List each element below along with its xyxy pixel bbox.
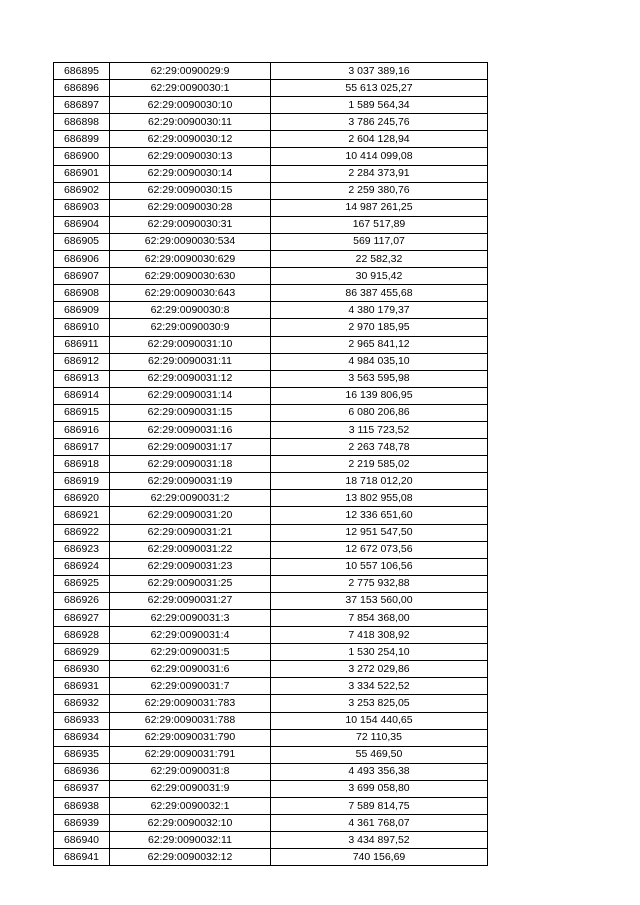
row-number-cell: 686921 xyxy=(54,507,110,524)
cadastral-number-cell: 62:29:0090032:1 xyxy=(110,798,271,815)
row-number-cell: 686914 xyxy=(54,387,110,404)
row-number-cell: 686899 xyxy=(54,131,110,148)
cadastral-value-cell: 37 153 560,00 xyxy=(271,592,488,609)
row-number-cell: 686920 xyxy=(54,490,110,507)
table-row xyxy=(54,268,488,285)
table-row xyxy=(54,439,488,456)
cadastral-value-cell: 740 156,69 xyxy=(271,849,488,866)
cadastral-value-cell: 2 259 380,76 xyxy=(271,182,488,199)
cadastral-number-cell: 62:29:0090030:11 xyxy=(110,114,271,131)
row-number-cell: 686915 xyxy=(54,404,110,421)
cadastral-value-cell: 7 589 814,75 xyxy=(271,798,488,815)
table-row xyxy=(54,370,488,387)
cadastral-value-cell: 10 154 440,65 xyxy=(271,712,488,729)
table-row xyxy=(54,216,488,233)
table-body xyxy=(54,63,488,866)
cadastral-number-cell: 62:29:0090031:12 xyxy=(110,370,271,387)
table-row xyxy=(54,97,488,114)
cadastral-value-cell: 22 582,32 xyxy=(271,251,488,268)
table-row xyxy=(54,199,488,216)
cadastral-value-cell: 55 613 025,27 xyxy=(271,80,488,97)
row-number-cell: 686909 xyxy=(54,302,110,319)
table-row xyxy=(54,729,488,746)
table-row xyxy=(54,233,488,250)
row-number-cell: 686940 xyxy=(54,832,110,849)
row-number-cell: 686896 xyxy=(54,80,110,97)
cadastral-number-cell: 62:29:0090030:13 xyxy=(110,148,271,165)
table-row xyxy=(54,165,488,182)
row-number-cell: 686927 xyxy=(54,610,110,627)
table-row xyxy=(54,353,488,370)
table-row xyxy=(54,678,488,695)
cadastral-number-cell: 62:29:0090031:788 xyxy=(110,712,271,729)
row-number-cell: 686917 xyxy=(54,439,110,456)
row-number-cell: 686910 xyxy=(54,319,110,336)
cadastral-value-cell: 10 414 099,08 xyxy=(271,148,488,165)
cadastral-value-cell: 10 557 106,56 xyxy=(271,558,488,575)
row-number-cell: 686902 xyxy=(54,182,110,199)
table-row xyxy=(54,592,488,609)
cadastral-value-cell: 55 469,50 xyxy=(271,746,488,763)
cadastral-number-cell: 62:29:0090030:10 xyxy=(110,97,271,114)
cadastral-value-cell: 30 915,42 xyxy=(271,268,488,285)
row-number-cell: 686929 xyxy=(54,644,110,661)
table-row xyxy=(54,627,488,644)
table-row xyxy=(54,575,488,592)
table-row xyxy=(54,251,488,268)
table-row xyxy=(54,148,488,165)
row-number-cell: 686916 xyxy=(54,421,110,438)
row-number-cell: 686922 xyxy=(54,524,110,541)
row-number-cell: 686931 xyxy=(54,678,110,695)
table-row xyxy=(54,832,488,849)
table-row xyxy=(54,387,488,404)
table-row xyxy=(54,815,488,832)
cadastral-number-cell: 62:29:0090031:7 xyxy=(110,678,271,695)
cadastral-value-cell: 3 334 522,52 xyxy=(271,678,488,695)
cadastral-value-cell: 12 672 073,56 xyxy=(271,541,488,558)
cadastral-value-cell: 569 117,07 xyxy=(271,233,488,250)
table-row xyxy=(54,798,488,815)
table-row xyxy=(54,661,488,678)
table-row xyxy=(54,285,488,302)
table-row xyxy=(54,712,488,729)
table-row xyxy=(54,114,488,131)
row-number-cell: 686936 xyxy=(54,763,110,780)
cadastral-value-cell: 4 493 356,38 xyxy=(271,763,488,780)
row-number-cell: 686918 xyxy=(54,456,110,473)
row-number-cell: 686932 xyxy=(54,695,110,712)
cadastral-number-cell: 62:29:0090030:629 xyxy=(110,251,271,268)
table-row xyxy=(54,80,488,97)
cadastral-value-cell: 7 418 308,92 xyxy=(271,627,488,644)
row-number-cell: 686911 xyxy=(54,336,110,353)
cadastral-number-cell: 62:29:0090030:15 xyxy=(110,182,271,199)
cadastral-value-cell: 3 115 723,52 xyxy=(271,421,488,438)
row-number-cell: 686895 xyxy=(54,63,110,80)
row-number-cell: 686912 xyxy=(54,353,110,370)
cadastral-value-cell: 2 263 748,78 xyxy=(271,439,488,456)
table-row xyxy=(54,780,488,797)
cadastral-value-cell: 3 253 825,05 xyxy=(271,695,488,712)
cadastral-number-cell: 62:29:0090031:3 xyxy=(110,610,271,627)
cadastral-value-cell: 72 110,35 xyxy=(271,729,488,746)
cadastral-number-cell: 62:29:0090031:10 xyxy=(110,336,271,353)
cadastral-value-cell: 3 037 389,16 xyxy=(271,63,488,80)
cadastral-value-cell: 167 517,89 xyxy=(271,216,488,233)
cadastral-value-cell: 4 380 179,37 xyxy=(271,302,488,319)
cadastral-number-cell: 62:29:0090032:12 xyxy=(110,849,271,866)
row-number-cell: 686930 xyxy=(54,661,110,678)
cadastral-value-cell: 14 987 261,25 xyxy=(271,199,488,216)
cadastral-number-cell: 62:29:0090030:31 xyxy=(110,216,271,233)
table-row xyxy=(54,490,488,507)
row-number-cell: 686905 xyxy=(54,233,110,250)
cadastral-number-cell: 62:29:0090030:8 xyxy=(110,302,271,319)
cadastral-value-cell: 1 530 254,10 xyxy=(271,644,488,661)
cadastral-value-cell: 4 361 768,07 xyxy=(271,815,488,832)
cadastral-number-cell: 62:29:0090029:9 xyxy=(110,63,271,80)
table-row xyxy=(54,746,488,763)
row-number-cell: 686924 xyxy=(54,558,110,575)
cadastral-value-cell: 2 970 185,95 xyxy=(271,319,488,336)
cadastral-number-cell: 62:29:0090030:534 xyxy=(110,233,271,250)
cadastral-number-cell: 62:29:0090030:1 xyxy=(110,80,271,97)
cadastral-value-cell: 3 786 245,76 xyxy=(271,114,488,131)
cadastral-number-cell: 62:29:0090031:23 xyxy=(110,558,271,575)
cadastral-value-cell: 12 951 547,50 xyxy=(271,524,488,541)
row-number-cell: 686907 xyxy=(54,268,110,285)
table-row xyxy=(54,456,488,473)
cadastral-number-cell: 62:29:0090031:5 xyxy=(110,644,271,661)
table-row xyxy=(54,404,488,421)
cadastral-value-cell: 2 604 128,94 xyxy=(271,131,488,148)
cadastral-value-cell: 3 699 058,80 xyxy=(271,780,488,797)
cadastral-value-cell: 1 589 564,34 xyxy=(271,97,488,114)
cadastral-value-cell: 6 080 206,86 xyxy=(271,404,488,421)
cadastral-number-cell: 62:29:0090031:17 xyxy=(110,439,271,456)
cadastral-value-cell: 2 219 585,02 xyxy=(271,456,488,473)
table-row xyxy=(54,319,488,336)
table-row xyxy=(54,541,488,558)
cadastral-number-cell: 62:29:0090030:9 xyxy=(110,319,271,336)
cadastral-number-cell: 62:29:0090031:16 xyxy=(110,421,271,438)
row-number-cell: 686903 xyxy=(54,199,110,216)
cadastral-number-cell: 62:29:0090030:14 xyxy=(110,165,271,182)
table-row xyxy=(54,644,488,661)
cadastral-number-cell: 62:29:0090031:25 xyxy=(110,575,271,592)
cadastral-number-cell: 62:29:0090031:15 xyxy=(110,404,271,421)
cadastral-value-cell: 12 336 651,60 xyxy=(271,507,488,524)
cadastral-number-cell: 62:29:0090031:790 xyxy=(110,729,271,746)
cadastral-number-cell: 62:29:0090031:2 xyxy=(110,490,271,507)
row-number-cell: 686904 xyxy=(54,216,110,233)
cadastral-value-cell: 4 984 035,10 xyxy=(271,353,488,370)
row-number-cell: 686926 xyxy=(54,592,110,609)
table-row xyxy=(54,336,488,353)
cadastral-value-cell: 7 854 368,00 xyxy=(271,610,488,627)
cadastral-value-cell: 18 718 012,20 xyxy=(271,473,488,490)
cadastral-value-cell: 3 563 595,98 xyxy=(271,370,488,387)
row-number-cell: 686900 xyxy=(54,148,110,165)
cadastral-number-cell: 62:29:0090031:8 xyxy=(110,763,271,780)
row-number-cell: 686933 xyxy=(54,712,110,729)
table-row xyxy=(54,421,488,438)
row-number-cell: 686913 xyxy=(54,370,110,387)
cadastral-value-cell: 13 802 955,08 xyxy=(271,490,488,507)
row-number-cell: 686928 xyxy=(54,627,110,644)
cadastral-number-cell: 62:29:0090031:22 xyxy=(110,541,271,558)
row-number-cell: 686923 xyxy=(54,541,110,558)
cadastral-number-cell: 62:29:0090031:18 xyxy=(110,456,271,473)
cadastral-number-cell: 62:29:0090030:630 xyxy=(110,268,271,285)
row-number-cell: 686925 xyxy=(54,575,110,592)
table-row xyxy=(54,131,488,148)
cadastral-number-cell: 62:29:0090031:11 xyxy=(110,353,271,370)
cadastral-value-cell: 16 139 806,95 xyxy=(271,387,488,404)
table-row xyxy=(54,507,488,524)
cadastral-number-cell: 62:29:0090030:28 xyxy=(110,199,271,216)
table-row xyxy=(54,302,488,319)
table-row xyxy=(54,473,488,490)
row-number-cell: 686935 xyxy=(54,746,110,763)
cadastral-number-cell: 62:29:0090031:21 xyxy=(110,524,271,541)
cadastral-value-cell: 86 387 455,68 xyxy=(271,285,488,302)
cadastral-number-cell: 62:29:0090031:6 xyxy=(110,661,271,678)
cadastral-number-cell: 62:29:0090031:14 xyxy=(110,387,271,404)
table-row xyxy=(54,610,488,627)
row-number-cell: 686938 xyxy=(54,798,110,815)
row-number-cell: 686941 xyxy=(54,849,110,866)
cadastral-number-cell: 62:29:0090030:12 xyxy=(110,131,271,148)
cadastral-number-cell: 62:29:0090032:10 xyxy=(110,815,271,832)
cadastral-number-cell: 62:29:0090031:9 xyxy=(110,780,271,797)
cadastral-number-cell: 62:29:0090031:19 xyxy=(110,473,271,490)
cadastral-number-cell: 62:29:0090032:11 xyxy=(110,832,271,849)
row-number-cell: 686939 xyxy=(54,815,110,832)
row-number-cell: 686934 xyxy=(54,729,110,746)
row-number-cell: 686897 xyxy=(54,97,110,114)
row-number-cell: 686901 xyxy=(54,165,110,182)
cadastral-value-cell: 2 284 373,91 xyxy=(271,165,488,182)
table-row xyxy=(54,524,488,541)
table-row xyxy=(54,763,488,780)
table-row xyxy=(54,182,488,199)
cadastral-number-cell: 62:29:0090031:27 xyxy=(110,592,271,609)
cadastral-number-cell: 62:29:0090031:791 xyxy=(110,746,271,763)
cadastral-value-cell: 2 775 932,88 xyxy=(271,575,488,592)
row-number-cell: 686937 xyxy=(54,780,110,797)
table-row xyxy=(54,695,488,712)
cadastral-number-cell: 62:29:0090031:4 xyxy=(110,627,271,644)
table-row xyxy=(54,849,488,866)
table-row xyxy=(54,63,488,80)
row-number-cell: 686908 xyxy=(54,285,110,302)
cadastral-value-cell: 3 434 897,52 xyxy=(271,832,488,849)
row-number-cell: 686906 xyxy=(54,251,110,268)
cadastral-number-cell: 62:29:0090031:20 xyxy=(110,507,271,524)
cadastral-value-table xyxy=(53,62,488,866)
table-row xyxy=(54,558,488,575)
cadastral-value-cell: 2 965 841,12 xyxy=(271,336,488,353)
row-number-cell: 686919 xyxy=(54,473,110,490)
cadastral-number-cell: 62:29:0090031:783 xyxy=(110,695,271,712)
cadastral-value-cell: 3 272 029,86 xyxy=(271,661,488,678)
cadastral-number-cell: 62:29:0090030:643 xyxy=(110,285,271,302)
row-number-cell: 686898 xyxy=(54,114,110,131)
